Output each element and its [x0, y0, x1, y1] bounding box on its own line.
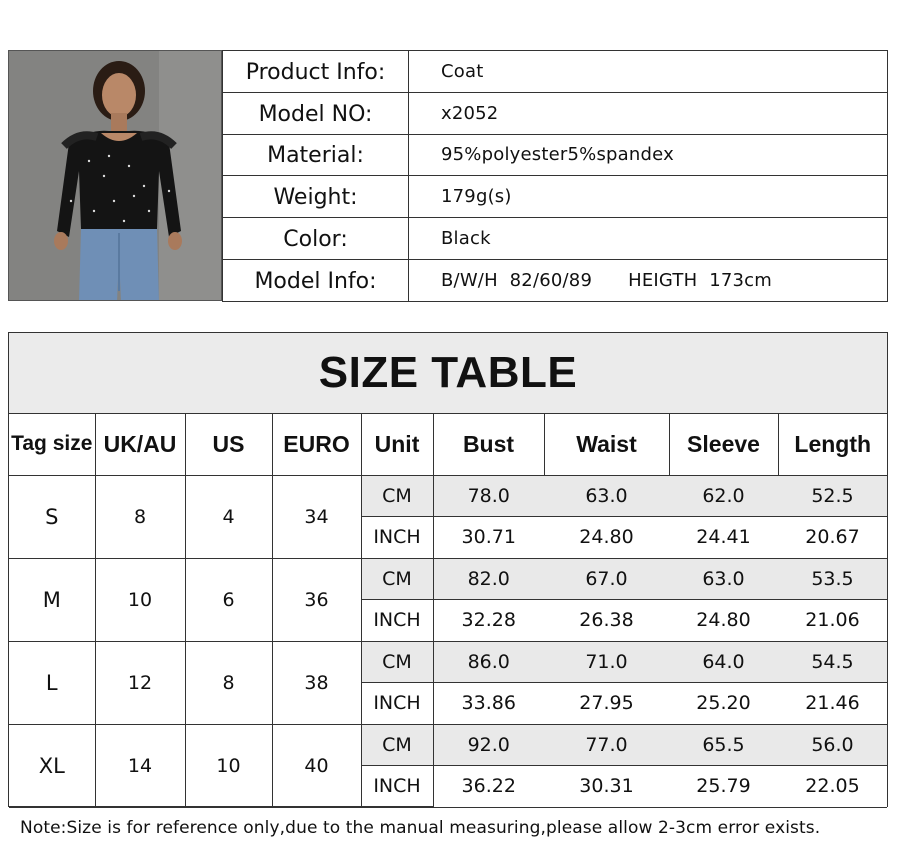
size-bust: 36.22 — [433, 766, 544, 808]
size-tag: XL — [9, 724, 95, 807]
size-waist: 67.0 — [544, 558, 669, 600]
size-waist: 71.0 — [544, 641, 669, 683]
size-tag: S — [9, 475, 95, 558]
info-row — [223, 218, 888, 260]
size-unit: CM — [361, 724, 433, 766]
info-row — [223, 259, 888, 301]
size-header-row — [9, 414, 887, 475]
size-unit: INCH — [361, 600, 433, 642]
size-bust: 92.0 — [433, 724, 544, 766]
size-table — [9, 414, 887, 808]
size-table-title: SIZE TABLE — [9, 333, 887, 414]
header-uk-au: UK/AU — [95, 414, 185, 475]
size-sleeve: 25.79 — [669, 766, 778, 808]
info-key: Product Info: — [223, 51, 409, 93]
size-unit: INCH — [361, 766, 433, 808]
size-sleeve: 64.0 — [669, 641, 778, 683]
size-uk-au: 14 — [95, 724, 185, 807]
model-illustration — [9, 51, 222, 301]
size-tag: M — [9, 558, 95, 641]
info-row — [223, 134, 888, 176]
size-length: 52.5 — [778, 475, 887, 517]
header-sleeve: Sleeve — [669, 414, 778, 475]
size-euro: 34 — [272, 475, 361, 558]
size-length: 56.0 — [778, 724, 887, 766]
size-length: 20.67 — [778, 517, 887, 559]
header-unit: Unit — [361, 414, 433, 475]
header-waist: Waist — [544, 414, 669, 475]
size-waist: 77.0 — [544, 724, 669, 766]
info-row — [223, 51, 888, 93]
size-unit: INCH — [361, 683, 433, 725]
header-euro: EURO — [272, 414, 361, 475]
size-sleeve: 62.0 — [669, 475, 778, 517]
size-uk-au: 8 — [95, 475, 185, 558]
info-row — [223, 92, 888, 134]
header-tag-size: Tag size — [9, 414, 95, 475]
size-row-cm — [9, 475, 887, 517]
info-key: Material: — [223, 134, 409, 176]
size-unit: CM — [361, 558, 433, 600]
size-waist: 63.0 — [544, 475, 669, 517]
size-table-box — [8, 332, 888, 807]
size-us: 6 — [185, 558, 272, 641]
size-length: 21.46 — [778, 683, 887, 725]
size-note: Note:Size is for reference only,due to the manual measuring,please allow 2-3cm error exists. — [20, 818, 821, 838]
size-unit: INCH — [361, 517, 433, 559]
info-value — [409, 259, 888, 301]
header-us: US — [185, 414, 272, 475]
size-bust: 82.0 — [433, 558, 544, 600]
size-sleeve: 25.20 — [669, 683, 778, 725]
header-length: Length — [778, 414, 887, 475]
info-key: Model NO: — [223, 92, 409, 134]
info-key: Weight: — [223, 176, 409, 218]
size-length: 53.5 — [778, 558, 887, 600]
size-bust: 30.71 — [433, 517, 544, 559]
info-value: x2052 — [409, 92, 888, 134]
info-value: Black — [409, 218, 888, 260]
model-measurements: B/W/H 82/60/89 — [441, 269, 593, 291]
size-row-cm — [9, 724, 887, 766]
size-tag: L — [9, 641, 95, 724]
size-euro: 36 — [272, 558, 361, 641]
product-info-table — [222, 50, 888, 302]
size-euro: 38 — [272, 641, 361, 724]
info-key: Model Info: — [223, 259, 409, 301]
size-waist: 27.95 — [544, 683, 669, 725]
size-row-cm — [9, 641, 887, 683]
model-height: HEIGTH 173cm — [628, 269, 772, 291]
size-us: 4 — [185, 475, 272, 558]
info-value: Coat — [409, 51, 888, 93]
info-value: 179g(s) — [409, 176, 888, 218]
size-bust: 78.0 — [433, 475, 544, 517]
size-waist: 26.38 — [544, 600, 669, 642]
size-waist: 30.31 — [544, 766, 669, 808]
size-sleeve: 24.41 — [669, 517, 778, 559]
info-row — [223, 176, 888, 218]
header-bust: Bust — [433, 414, 544, 475]
size-unit: CM — [361, 641, 433, 683]
size-row-cm — [9, 558, 887, 600]
size-bust: 33.86 — [433, 683, 544, 725]
size-us: 10 — [185, 724, 272, 807]
size-unit: CM — [361, 475, 433, 517]
size-length: 21.06 — [778, 600, 887, 642]
size-bust: 32.28 — [433, 600, 544, 642]
size-uk-au: 12 — [95, 641, 185, 724]
info-key: Color: — [223, 218, 409, 260]
size-us: 8 — [185, 641, 272, 724]
info-value: 95%polyester5%spandex — [409, 134, 888, 176]
size-sleeve: 24.80 — [669, 600, 778, 642]
size-sleeve: 63.0 — [669, 558, 778, 600]
product-photo — [8, 50, 222, 301]
size-bust: 86.0 — [433, 641, 544, 683]
size-euro: 40 — [272, 724, 361, 807]
size-sleeve: 65.5 — [669, 724, 778, 766]
size-length: 22.05 — [778, 766, 887, 808]
size-waist: 24.80 — [544, 517, 669, 559]
size-length: 54.5 — [778, 641, 887, 683]
size-uk-au: 10 — [95, 558, 185, 641]
